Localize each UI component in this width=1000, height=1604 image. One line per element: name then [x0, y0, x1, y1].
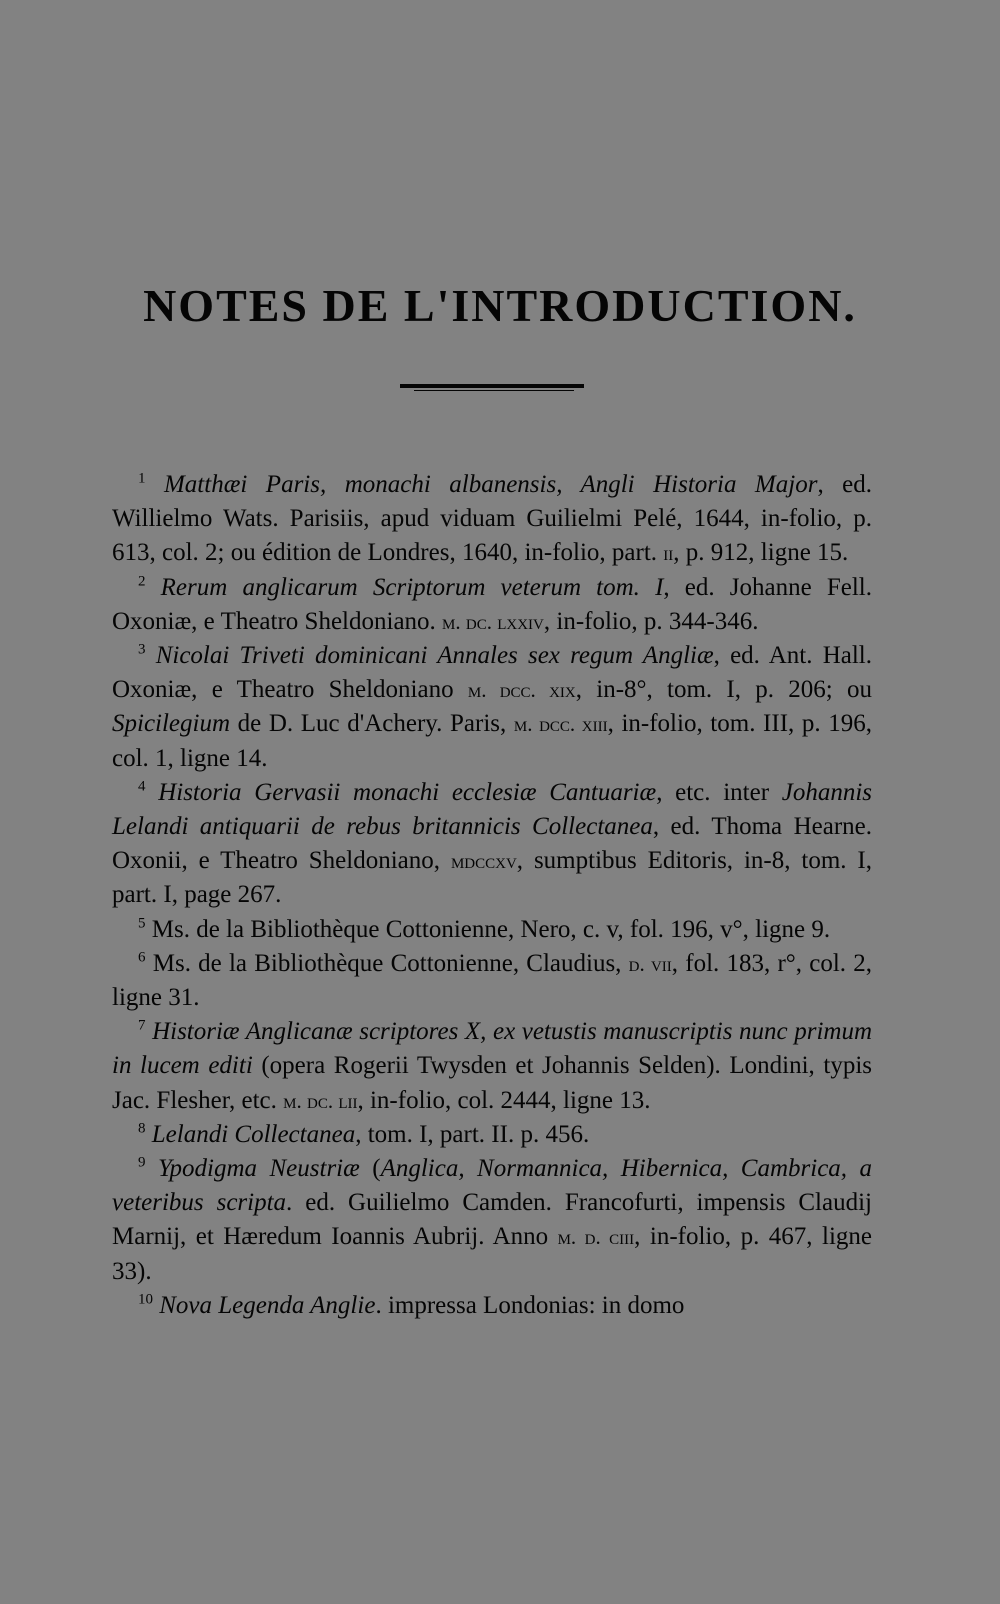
- title-divider-thin: [414, 390, 574, 391]
- footnote-text: , fol. 183, r°, col. 2, ligne 31.: [112, 949, 873, 1012]
- footnote-text: , in-folio, p. 344-346.: [543, 607, 759, 635]
- footnote-title-text: Spicilegium: [112, 710, 231, 738]
- footnote-9: [112, 1152, 872, 1289]
- footnote-text: . impressa Londonias: in domo: [375, 1291, 685, 1319]
- footnote-2: [112, 571, 872, 639]
- footnote-5: [112, 913, 872, 947]
- footnote-title-text: Historia Gervasii monachi ecclesiæ Cantuariæ: [158, 778, 657, 806]
- footnote-7: [112, 1015, 872, 1118]
- title-divider: [400, 384, 584, 388]
- footnote-title-text: Rerum anglicarum Scriptorum veterum tom. I: [160, 573, 664, 601]
- footnote-10: [112, 1289, 872, 1323]
- footnote-text: , ed. Ant. Hall. Oxoniæ, e Theatro Sheldoniano: [112, 642, 872, 704]
- footnote-text: de D. Luc d'Achery. Paris,: [230, 710, 514, 738]
- footnote-text: , in-folio, tom. III, p. 196, col. 1, ligne 14.: [112, 710, 872, 772]
- footnote-text: m. dcc. xix: [467, 678, 576, 703]
- footnote-text: , in-folio, col. 2444, ligne 13.: [357, 1086, 651, 1114]
- footnote-title-text: Ypodigma Neustriæ: [157, 1155, 360, 1183]
- footnote-6: [112, 947, 872, 1015]
- footnote-text: , in-8°, tom. I, p. 206; ou: [575, 676, 873, 704]
- footnote-title-text: Lelandi Collectanea: [151, 1120, 356, 1148]
- footnote-number: 2: [138, 573, 146, 590]
- footnote-number: 6: [138, 949, 146, 966]
- page-title: NOTES DE L'INTRODUCTION.: [143, 279, 857, 331]
- footnote-text: , etc. inter: [656, 778, 782, 806]
- footnote-text: , ed. Johanne Fell. Oxoniæ, e Theatro Sheldoniano.: [112, 573, 873, 635]
- footnote-text: . ed. Guilielmo Camden. Francofurti, impensis Claudij Marnij, et Hæredum Ioannis Aubrij. Anno: [112, 1189, 872, 1251]
- footnote-title-text: Johannis Lelandi antiquarii de rebus britannicis Collectanea: [112, 778, 873, 841]
- footnote-text: m. dc. lii: [283, 1088, 358, 1113]
- footnote-8: [112, 1118, 872, 1152]
- footnote-title-text: Historiæ Anglicanæ scriptores X, ex vetustis manuscriptis nunc primum in lucem editi: [112, 1018, 872, 1080]
- footnote-3: [112, 639, 872, 776]
- footnote-text: Ms. de la Bibliothèque Cottonienne, Claudius,: [152, 949, 629, 977]
- footnote-text: m. dc. lxxiv: [442, 609, 544, 634]
- footnote-number: 3: [138, 641, 146, 658]
- footnote-text: m. dcc. xiii: [513, 712, 608, 737]
- footnotes-list: [112, 468, 872, 1323]
- footnote-text: , p. 912, ligne 15.: [673, 539, 849, 567]
- footnote-text: d. vii: [628, 951, 672, 976]
- footnote-title-text: Anglica, Normannica, Hibernica, Cambrica, a veteribus scripta: [112, 1155, 873, 1217]
- footnote-number: 1: [138, 470, 146, 487]
- footnote-title-text: Nicolai Triveti dominicani Annales sex regum Angliæ: [155, 642, 714, 670]
- footnote-text: ii: [663, 541, 674, 566]
- footnote-text: (: [359, 1155, 381, 1183]
- footnote-text: (opera Rogerii Twysden et Johannis Selden). Londini, typis Jac. Flesher, etc.: [112, 1052, 872, 1114]
- footnote-number: 4: [138, 778, 146, 795]
- footnote-text: m. d. ciii: [557, 1225, 635, 1250]
- footnote-text: , tom. I, part. II. p. 456.: [355, 1120, 590, 1148]
- footnote-4: [112, 776, 872, 913]
- footnote-text: , in-folio, p. 467, ligne 33).: [112, 1223, 872, 1285]
- footnote-number: 9: [138, 1154, 146, 1171]
- footnote-title-text: Matthæi Paris, monachi albanensis, Angli Historia Major: [163, 471, 818, 498]
- footnote-text: , ed. Willielmo Wats. Parisiis, apud viduam Guilielmi Pelé, 1644, in-folio, p. 613, col. 2; ou édition de Londres, 1640, in-folio, part.: [112, 471, 873, 567]
- footnote-text: mdccxv: [450, 849, 517, 874]
- footnote-1: [112, 468, 872, 571]
- footnote-text: , ed. Thoma Hearne. Oxonii, e Theatro Sheldoniano,: [112, 813, 872, 875]
- footnote-title-text: Nova Legenda Anglie: [159, 1291, 376, 1319]
- footnote-number: 5: [138, 915, 146, 932]
- footnote-number: 8: [138, 1120, 146, 1137]
- footnote-text: , sumptibus Editoris, in-8, tom. I, part. I, page 267.: [112, 847, 873, 909]
- footnote-text: Ms. de la Bibliothèque Cottonienne, Nero, c. v, fol. 196, v°, ligne 9.: [151, 915, 831, 943]
- footnote-number: 10: [138, 1291, 153, 1308]
- footnote-number: 7: [138, 1017, 146, 1034]
